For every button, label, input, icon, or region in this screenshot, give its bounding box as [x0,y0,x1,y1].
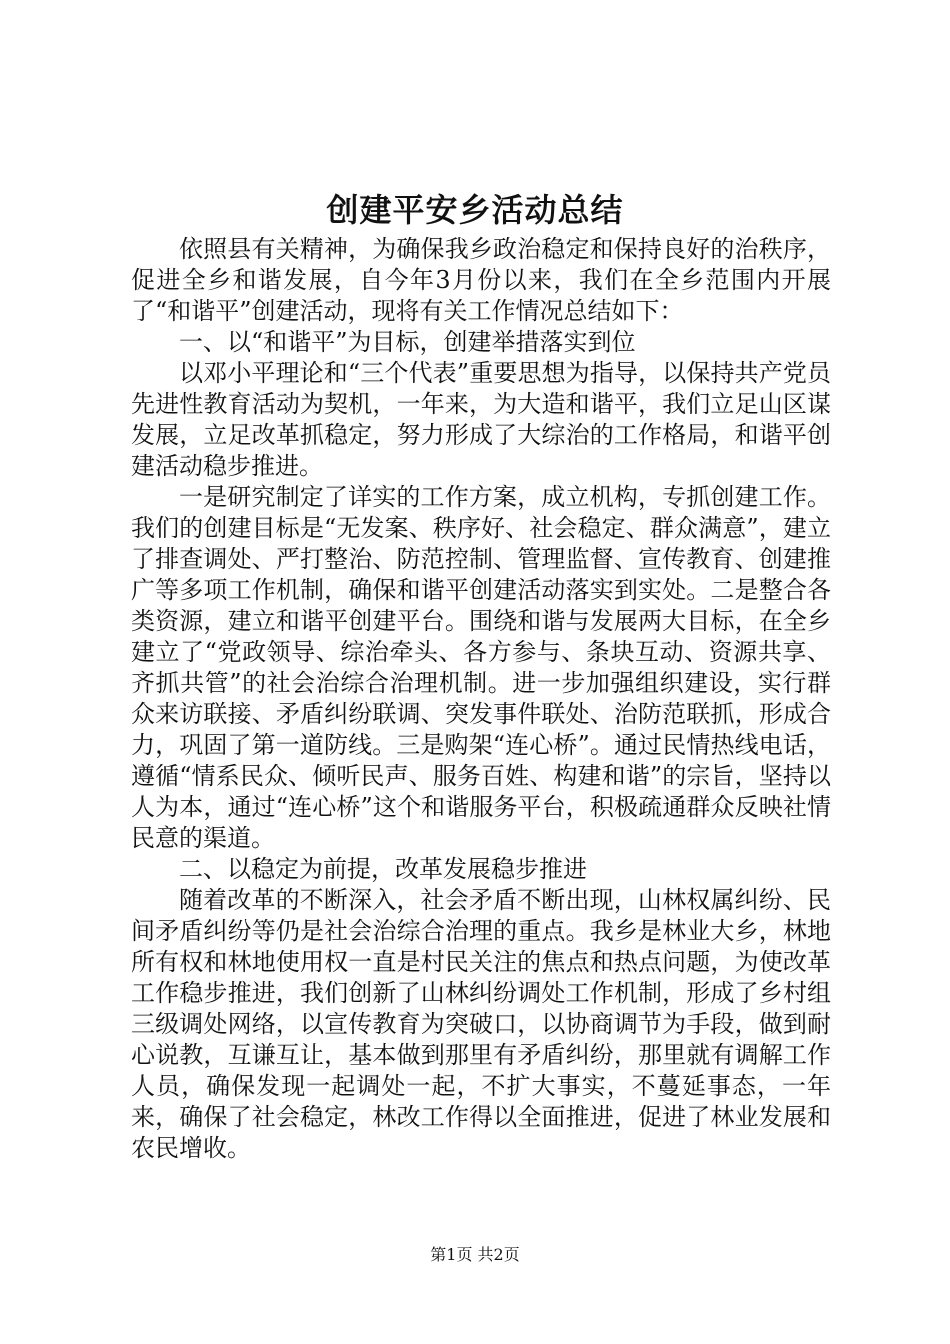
section-2-paragraph-1: 随着改革的不断深入，社会矛盾不断出现，山林权属纠纷、民间矛盾纠纷等仍是社会治综合治理的重点。我乡是林业大乡，林地所有权和林地使用权一直是村民关注的焦点和热点问题，为使改革工作稳步推进，我们创新了山林纠纷调处工作机制，形成了乡村组三级调处网络，以宣传教育为突破口，以协商调节为手段，做到耐心说教，互谦互让，基本做到那里有矛盾纠纷，那里就有调解工作人员，确保发现一起调处一起，不扩大事实，不蔓延事态，一年来，确保了社会稳定，林改工作得以全面推进，促进了林业发展和农民增收。 [131,886,831,1162]
section-2-heading: 二、以稳定为前提，改革发展稳步推进 [179,855,587,883]
page-number-footer: 第1页 共2页 [430,1245,520,1264]
document-body [131,234,831,1164]
section-1-paragraph-1: 以邓小平理论和“三个代表”重要思想为指导，以保持共产党员先进性教育活动为契机，一年来，为大造和谐平，我们立足山区谋发展，立足改革抓稳定，努力形成了大综治的工作格局，和谐平创建活动稳步推进。 [131,359,831,480]
intro-paragraph: 依照县有关精神，为确保我乡政治稳定和保持良好的治秩序，促进全乡和谐发展，自今年3月份以来，我们在全乡范围内开展了“和谐平”创建活动，现将有关工作情况总结如下： [131,235,831,325]
section-1-heading: 一、以“和谐平”为目标，创建举措落实到位 [179,328,636,356]
document-title: 创建平安乡活动总结 [326,191,624,229]
section-1-paragraph-2: 一是研究制定了详实的工作方案，成立机构，专抓创建工作。我们的创建目标是“无发案、秩序好、社会稳定、群众满意”，建立了排查调处、严打整治、防范控制、管理监督、宣传教育、创建推广等多项工作机制，确保和谐平创建活动落实到实处。二是整合各类资源，建立和谐平创建平台。围绕和谐与发展两大目标，在全乡建立了“党政领导、综治牵头、各方参与、条块互动、资源共享、齐抓共管”的社会治综合治理机制。进一步加强组织建设，实行群众来访联接、矛盾纠纷联调、突发事件联处、治防范联抓，形成合力，巩固了第一道防线。三是购架“连心桥”。通过民情热线电话，遵循“情系民众、倾听民声、服务百姓、构建和谐”的宗旨，坚持以人为本，通过“连心桥”这个和谐服务平台，积极疏通群众反映社情民意的渠道。 [131,483,831,852]
